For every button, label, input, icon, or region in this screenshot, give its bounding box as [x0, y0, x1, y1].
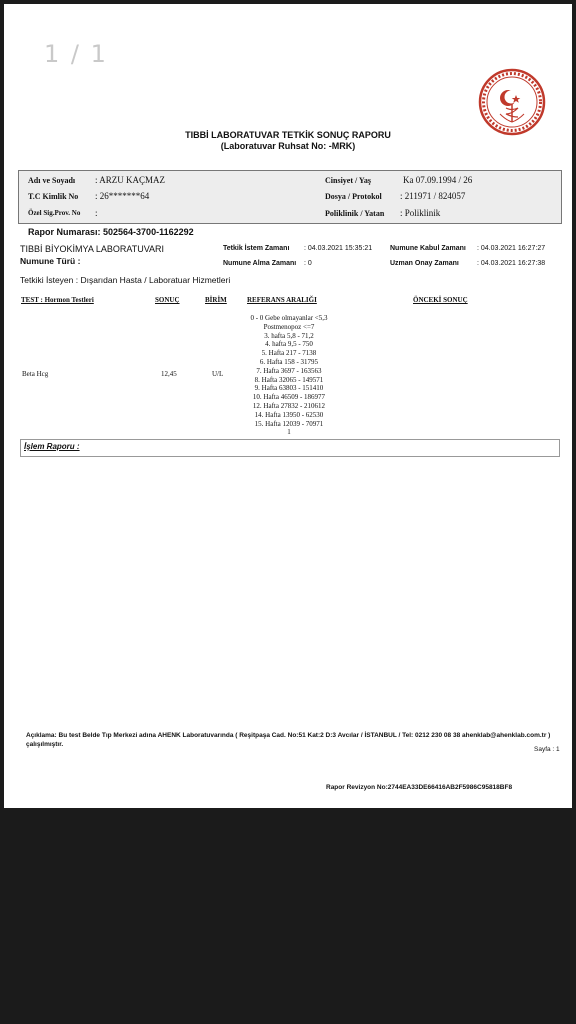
test-result: 12,45 — [161, 370, 177, 378]
expert-approve-value: : 04.03.2021 16:27:38 — [477, 260, 546, 267]
page-counter: 1 / 1 — [44, 40, 108, 68]
ref-line: 15. Hafta 12039 - 70971 — [254, 419, 324, 428]
requester: Tetkiki İsteyen : Dışarıdan Hasta / Laboratuar Hizmetleri — [20, 275, 231, 285]
name-value: : ARZU KAÇMAZ — [95, 175, 166, 185]
ref-line: 8. Hafta 32065 - 149571 — [254, 375, 324, 384]
islem-report-box — [20, 439, 560, 457]
report-title: TIBBİ LABORATUVAR TETKİK SONUÇ RAPORU — [185, 130, 391, 140]
ref-line: 12. Hafta 27832 - 210612 — [252, 401, 326, 410]
islem-report-label: İşlem Raporu : — [24, 442, 80, 451]
report-page — [4, 4, 572, 808]
gender-value: Ka 07.09.1994 / 26 — [403, 175, 473, 185]
ministry-seal-icon — [478, 68, 546, 136]
revision-number: Rapor Revizyon No:2744EA33DE66416AB2F5986C95818BF8 — [326, 784, 513, 791]
ref-line: 5. Hafta 217 - 7138 — [261, 349, 317, 358]
ref-line: 6. Hafta 158 - 31795 — [259, 357, 319, 366]
footer-note: Açıklama: Bu test Belde Tıp Merkezi adına AHENK Laboratuvarında ( Reşitpaşa Cad. No:51 Kat:2 D:3 Avcılar / İSTANBUL / Tel: 0212 230 08 38 ahenklab@ahenklab.com.tr ) çalışılmıştır. — [26, 732, 551, 748]
report-subtitle: (Laboratuvar Ruhsat No: -MRK) — [220, 141, 356, 151]
expert-approve-label: Uzman Onay Zamanı — [390, 260, 459, 267]
tc-label: T.C Kimlik No — [28, 192, 79, 201]
gender-label: Cinsiyet / Yaş — [325, 176, 371, 185]
request-time-value: : 04.03.2021 15:35:21 — [304, 245, 373, 252]
ref-line: 3. hafta 5,8 - 71,2 — [264, 331, 314, 340]
patient-info-box — [18, 170, 562, 224]
sample-taken-label: Numune Alma Zamanı — [223, 260, 297, 267]
file-label: Dosya / Protokol — [325, 192, 382, 201]
col-result-header: SONUÇ — [155, 296, 180, 304]
test-unit: U/L — [212, 370, 224, 378]
tc-value: : 26*******64 — [95, 191, 150, 201]
ref-line: Postmenopoz <=7 — [263, 322, 315, 331]
request-time-label: Tetkik İstem Zamanı — [223, 245, 290, 252]
name-label: Adı ve Soyadı — [28, 176, 76, 185]
sample-accept-value: : 04.03.2021 16:27:27 — [477, 245, 546, 252]
ref-line: 4. hafta 9,5 - 750 — [265, 340, 313, 349]
clinic-label: Poliklinik / Yatan — [325, 209, 385, 218]
file-value: : 211971 / 824057 — [400, 191, 466, 201]
ref-line: 1 — [287, 428, 291, 437]
report-number: Rapor Numarası: 502564-3700-1162292 — [28, 227, 194, 237]
page-number: Sayfa : 1 — [534, 746, 560, 753]
sample-accept-label: Numune Kabul Zamanı — [390, 245, 466, 252]
col-ref-header: REFERANS ARALIĞI — [247, 296, 317, 304]
col-unit-header: BİRİM — [205, 296, 227, 304]
sample-taken-value: : 0 — [304, 260, 312, 267]
sample-type: Numune Türü : — [20, 256, 81, 266]
sig-label: Özel Sig.Prov. No — [28, 209, 81, 217]
ref-line: 14. Hafta 13950 - 62530 — [254, 410, 324, 419]
clinic-value: : Poliklinik — [400, 208, 441, 218]
reference-range — [209, 314, 369, 437]
lab-name: TIBBİ BİYOKİMYA LABORATUVARI — [20, 244, 165, 254]
sig-value: : — [95, 208, 98, 218]
col-test-header: TEST : Hormon Testleri — [21, 296, 94, 304]
col-prev-header: ÖNCEKİ SONUÇ — [413, 296, 468, 304]
ref-line: 0 - 0 Gebe olmayanlar <5,3 — [250, 314, 328, 322]
ref-line: 10. Hafta 46509 - 186977 — [252, 393, 326, 402]
test-name: Beta Hcg — [22, 370, 49, 378]
ref-line: 7. Hafta 3697 - 163563 — [256, 366, 322, 375]
ref-line: 9. Hafta 63803 - 151410 — [254, 384, 324, 393]
